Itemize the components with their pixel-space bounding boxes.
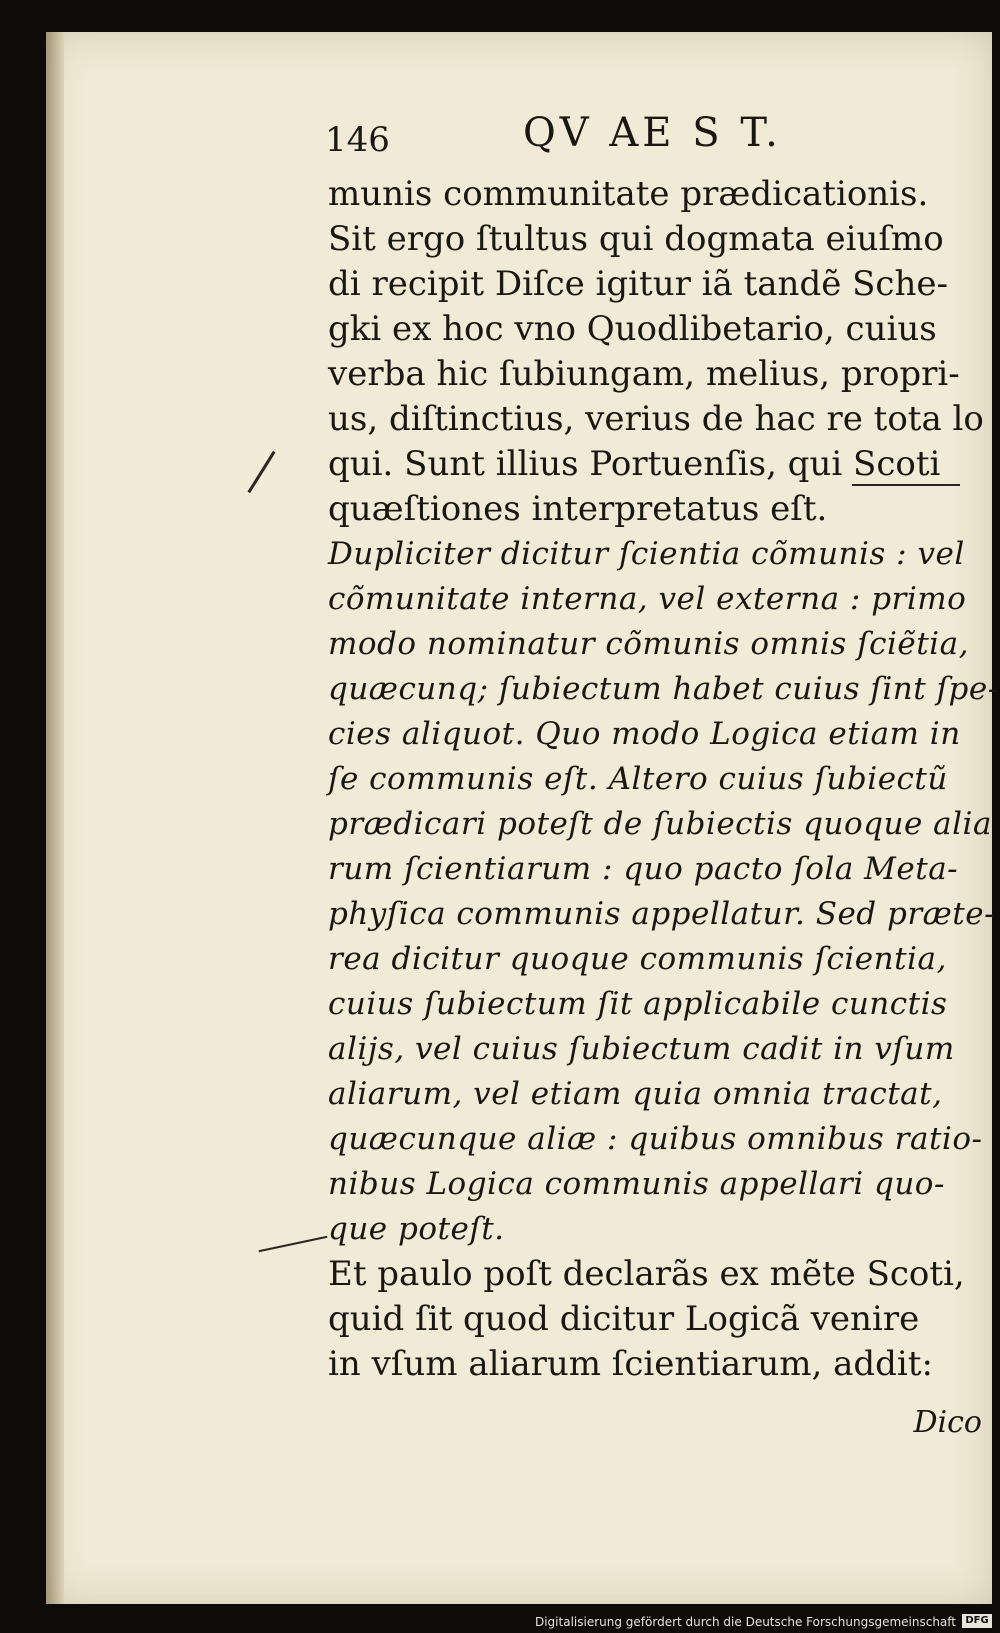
text-line: alijs, vel cuius ſubiectum cadit in vſum [328,1031,955,1067]
text-line: cuius ſubiectum ſit applicabile cunctis [328,986,948,1022]
text-line: verba hic ſubiungam, melius, propri- [328,354,960,394]
text-line: gki ex hoc vno Quodlibetario, cuius [328,309,937,349]
text-line: aliarum, vel etiam quia omnia tractat, [328,1076,943,1112]
text-line: Dupliciter dicitur ſcientia cõmunis : vel [328,536,965,572]
text-line: in vſum aliarum ſcientiarum, addit: [328,1344,933,1384]
funding-credit: Digitalisierung gefördert durch die Deutsche Forschungsgemeinschaft [534,1615,956,1629]
text-line: quæcunque aliæ : quibus omnibus ratio- [328,1121,983,1157]
text-line: us, diſtinctius, verius de hac re tota lo [328,399,984,439]
text-line: ſe communis eſt. Altero cuius ſubiectũ [328,761,948,797]
text-line: di recipit Diſce igitur iã tandẽ Sche- [328,264,948,304]
footer-bar [0,1607,1000,1633]
dfg-logo: DFG [962,1614,992,1628]
running-head: QV AE S T. [523,110,782,156]
text-line: prædicari poteſt de ſubiectis quoque alia [328,806,992,842]
text-line: Et paulo poſt declarãs ex mẽte Scoti, [328,1254,965,1294]
text-block [328,172,999,1387]
text-line: cies aliquot. Quo modo Logica etiam in [328,716,961,752]
page-header [325,110,925,180]
text-line: modo nominatur cõmunis omnis ſciẽtia, [328,626,969,662]
catchword: Dico [913,1405,982,1440]
text-line: quid ſit quod dicitur Logicã venire [328,1299,920,1339]
text-line: nibus Logica communis appellari quo- [328,1166,945,1202]
page-gutter-edge [46,32,64,1604]
text-line: Sit ergo ſtultus qui dogmata eiuſmo [328,219,944,259]
text-line: cõmunitate interna, vel externa : primo [328,581,967,617]
handwritten-underline [852,484,960,486]
text-line: que poteſt. [328,1211,505,1247]
text-line: quæcunq; ſubiectum habet cuius ſint ſpe- [328,671,999,707]
text-line: phyſica communis appellatur. Sed præte- [328,896,996,932]
text-line: rum ſcientiarum : quo pacto ſola Meta- [328,851,959,887]
text-line: qui. Sunt illius Portuenſis, qui Scoti [328,444,941,484]
text-line: munis communitate prædicationis. [328,174,929,214]
text-line: rea dicitur quoque communis ſcientia, [328,941,947,977]
page-number: 146 [325,120,390,160]
text-line: quæſtiones interpretatus eſt. [328,489,828,529]
